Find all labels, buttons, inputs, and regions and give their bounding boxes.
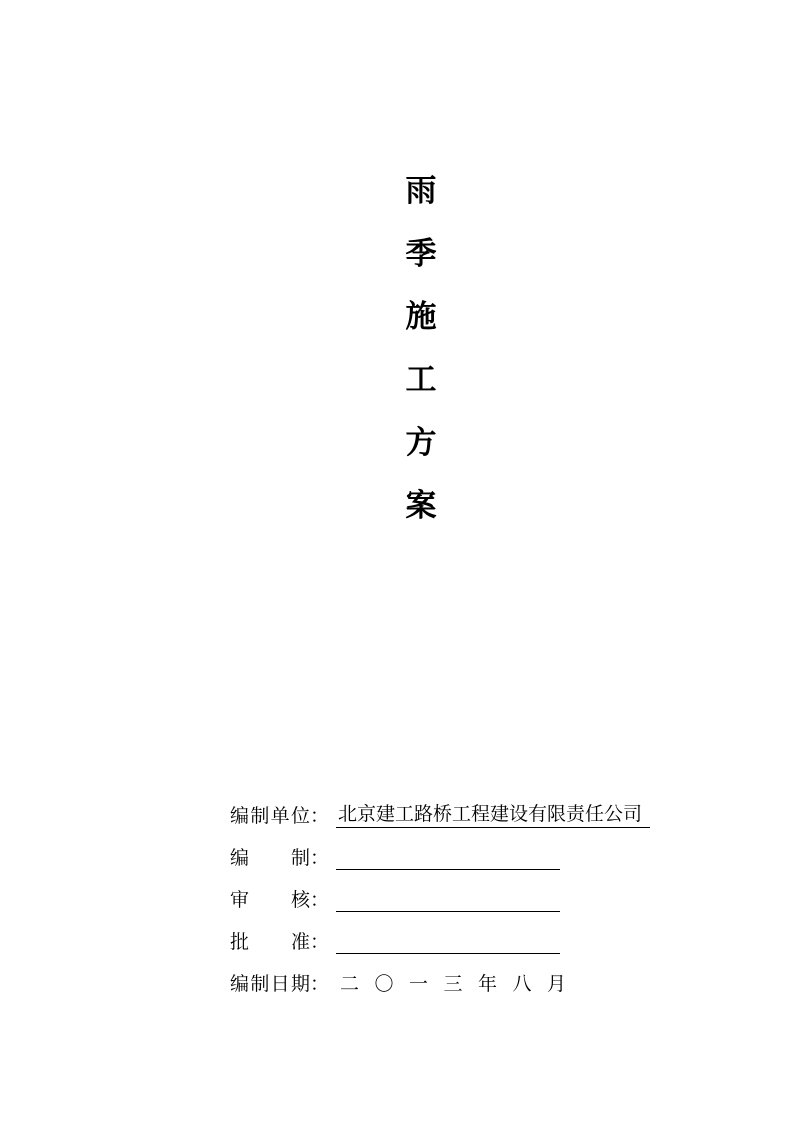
document-info-block <box>230 786 700 996</box>
date-colon: ： <box>310 973 330 995</box>
date-value <box>340 969 582 996</box>
date-label-char: 期 <box>290 973 310 995</box>
date-label-char: 制 <box>250 973 270 995</box>
date-label-char: 日 <box>270 973 290 995</box>
title-char: 案 <box>405 488 437 524</box>
unit-row <box>230 786 700 828</box>
date-char: 月 <box>547 973 567 995</box>
review-colon: ： <box>310 889 330 911</box>
approve-label <box>230 927 310 954</box>
approve-blank-line <box>336 931 560 954</box>
unit-value: 北京建工路桥工程建设有限责任公司 <box>336 799 650 828</box>
review-label-char: 审 <box>230 889 250 911</box>
unit-label-char: 单 <box>270 805 290 827</box>
author-row <box>230 828 700 870</box>
author-blank-line <box>336 847 560 870</box>
unit-label-char: 制 <box>250 805 270 827</box>
review-label <box>230 885 310 912</box>
title-char: 施 <box>405 299 437 335</box>
author-label-char: 编 <box>230 847 250 869</box>
title-char: 雨 <box>405 173 437 209</box>
approve-row <box>230 912 700 954</box>
date-label-char: 编 <box>230 973 250 995</box>
date-char: 二 <box>340 973 360 995</box>
title-char: 方 <box>405 425 437 461</box>
unit-label-char: 位 <box>290 805 310 827</box>
approve-label-char: 准 <box>290 931 310 953</box>
approve-colon: ： <box>310 931 330 953</box>
title-char: 工 <box>405 362 437 398</box>
date-char: 八 <box>512 973 532 995</box>
unit-label <box>230 801 310 828</box>
date-row <box>230 954 700 996</box>
date-char: 三 <box>443 973 463 995</box>
date-label <box>230 969 310 996</box>
author-label-char: 制 <box>290 847 310 869</box>
unit-colon: ： <box>310 805 330 827</box>
review-label-char: 核 <box>290 889 310 911</box>
review-blank-line <box>336 889 560 912</box>
document-title <box>395 168 447 546</box>
author-label <box>230 843 310 870</box>
date-char: 一 <box>409 973 429 995</box>
review-row <box>230 870 700 912</box>
date-char: 〇 <box>374 973 394 995</box>
approve-label-char: 批 <box>230 931 250 953</box>
title-char: 季 <box>405 236 437 272</box>
date-char: 年 <box>478 973 498 995</box>
unit-label-char: 编 <box>230 805 250 827</box>
author-colon: ： <box>310 847 330 869</box>
